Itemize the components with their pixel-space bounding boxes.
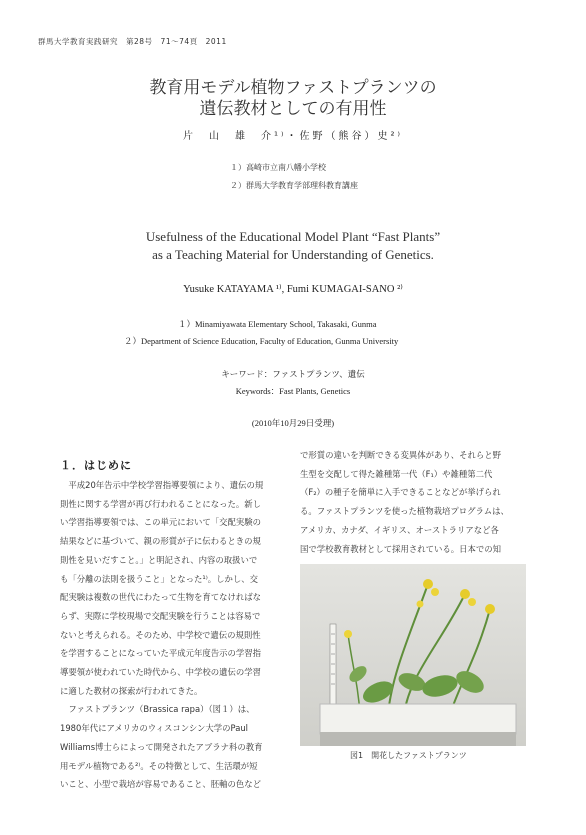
body-line: 導要領が使われていた時代から、中学校の遺伝の学習 [60, 667, 261, 678]
body-line: に適した教材の探索が行われてきた。 [60, 685, 203, 696]
affiliation-en-2: ２）Department of Science Education, Faculty of Education, Gunma University [124, 336, 399, 346]
figure-caption: 図1 開花したファストプランツ [350, 751, 467, 760]
body-line: 配実験は複数の世代にわたって生物を育てなければな [60, 592, 261, 603]
affiliation-ja-1: １）高崎市立南八幡小学校 [230, 163, 326, 172]
affiliation-ja-2: ２）群馬大学教育学部理科教育講座 [230, 181, 358, 190]
body-line: る。ファストプランツを使った植物栽培プログラムは、 [300, 506, 509, 517]
left-column-text [60, 476, 263, 794]
title-ja-line1: 教育用モデル植物ファストプランツの [149, 78, 437, 98]
body-line: ファストプランツ（Brassica rapa）（図１）は、 [60, 704, 255, 715]
body-line: 則性に関する学習が再び行われることになった。新し [60, 498, 261, 509]
body-line: 生型を交配して得た雑種第一代（F₁）や雑種第二代 [300, 468, 493, 479]
body-line: を学習することになっていた平成元年度告示の学習指 [60, 648, 261, 659]
body-line: （F₂）の種子を簡単に入手できることなどが挙げられ [300, 487, 501, 498]
title-ja-line2: 遺伝教材としての有用性 [199, 99, 387, 119]
body-line: 1980年代にアメリカのウィスコンシン大学のPaul [60, 723, 248, 734]
body-line: アメリカ、カナダ、イギリス、オーストラリアなど各 [300, 524, 499, 535]
keywords-ja: キーワード：ファストプランツ、遺伝 [221, 370, 365, 380]
authors-ja: 片 山 雄 介¹⁾・佐野（熊谷）史²⁾ [183, 131, 403, 142]
running-head: 群馬大学教育実践研究 第28号 71〜74頁 2011 [38, 37, 227, 46]
title-en-line1: Usefulness of the Educational Model Plant “Fast Plants” [145, 229, 441, 244]
section-heading: １．はじめに [60, 459, 132, 472]
body-line: 平成20年告示中学校学習指導要領により、遺伝の規 [60, 480, 264, 490]
plant-illustration [300, 564, 526, 746]
fast-plants-photo [300, 564, 526, 746]
body-line: も「分離の法則を扱うこと」となった¹⁾。しかし、交 [60, 573, 259, 584]
body-line: 則性を見いだすこと。」と明記され、内容の取扱いで [60, 554, 258, 565]
body-line: 用モデル植物である²⁾。その特徴として、生活環が短 [60, 760, 258, 771]
body-line: 国で学校教育教材として採用されている。日本での知 [300, 543, 501, 554]
received-date: (2010年10月29日受理) [251, 418, 335, 428]
body-line: Williams博士らによって開発されたアブラナ科の教育 [60, 741, 263, 752]
body-line: ないと考えられる。そのため、中学校で遺伝の規則性 [60, 629, 261, 640]
authors-en: Yusuke KATAYAMA ¹⁾, Fumi KUMAGAI-SANO ²⁾ [183, 284, 403, 295]
body-line: で形質の違いを判断できる変異体があり、それらと野 [300, 450, 501, 460]
affiliation-en-1: １）Minamiyawata Elementary School, Takasaki, Gunma [178, 319, 377, 329]
body-line: らず、実際に学校現場で交配実験を行うことは容易で [60, 610, 261, 621]
keywords-en: Keywords：Fast Plants, Genetics [235, 386, 351, 396]
right-column-text [300, 446, 509, 558]
body-line: 結果などに基づいて、親の形質が子に伝わるときの規 [60, 536, 261, 547]
body-line: いこと、小型で栽培が容易であること、胚軸の色など [60, 779, 261, 790]
title-en-line2: as a Teaching Material for Understanding of Genetics. [152, 247, 434, 262]
body-line: い学習指導要領では、この単元において「交配実験の [60, 517, 261, 528]
